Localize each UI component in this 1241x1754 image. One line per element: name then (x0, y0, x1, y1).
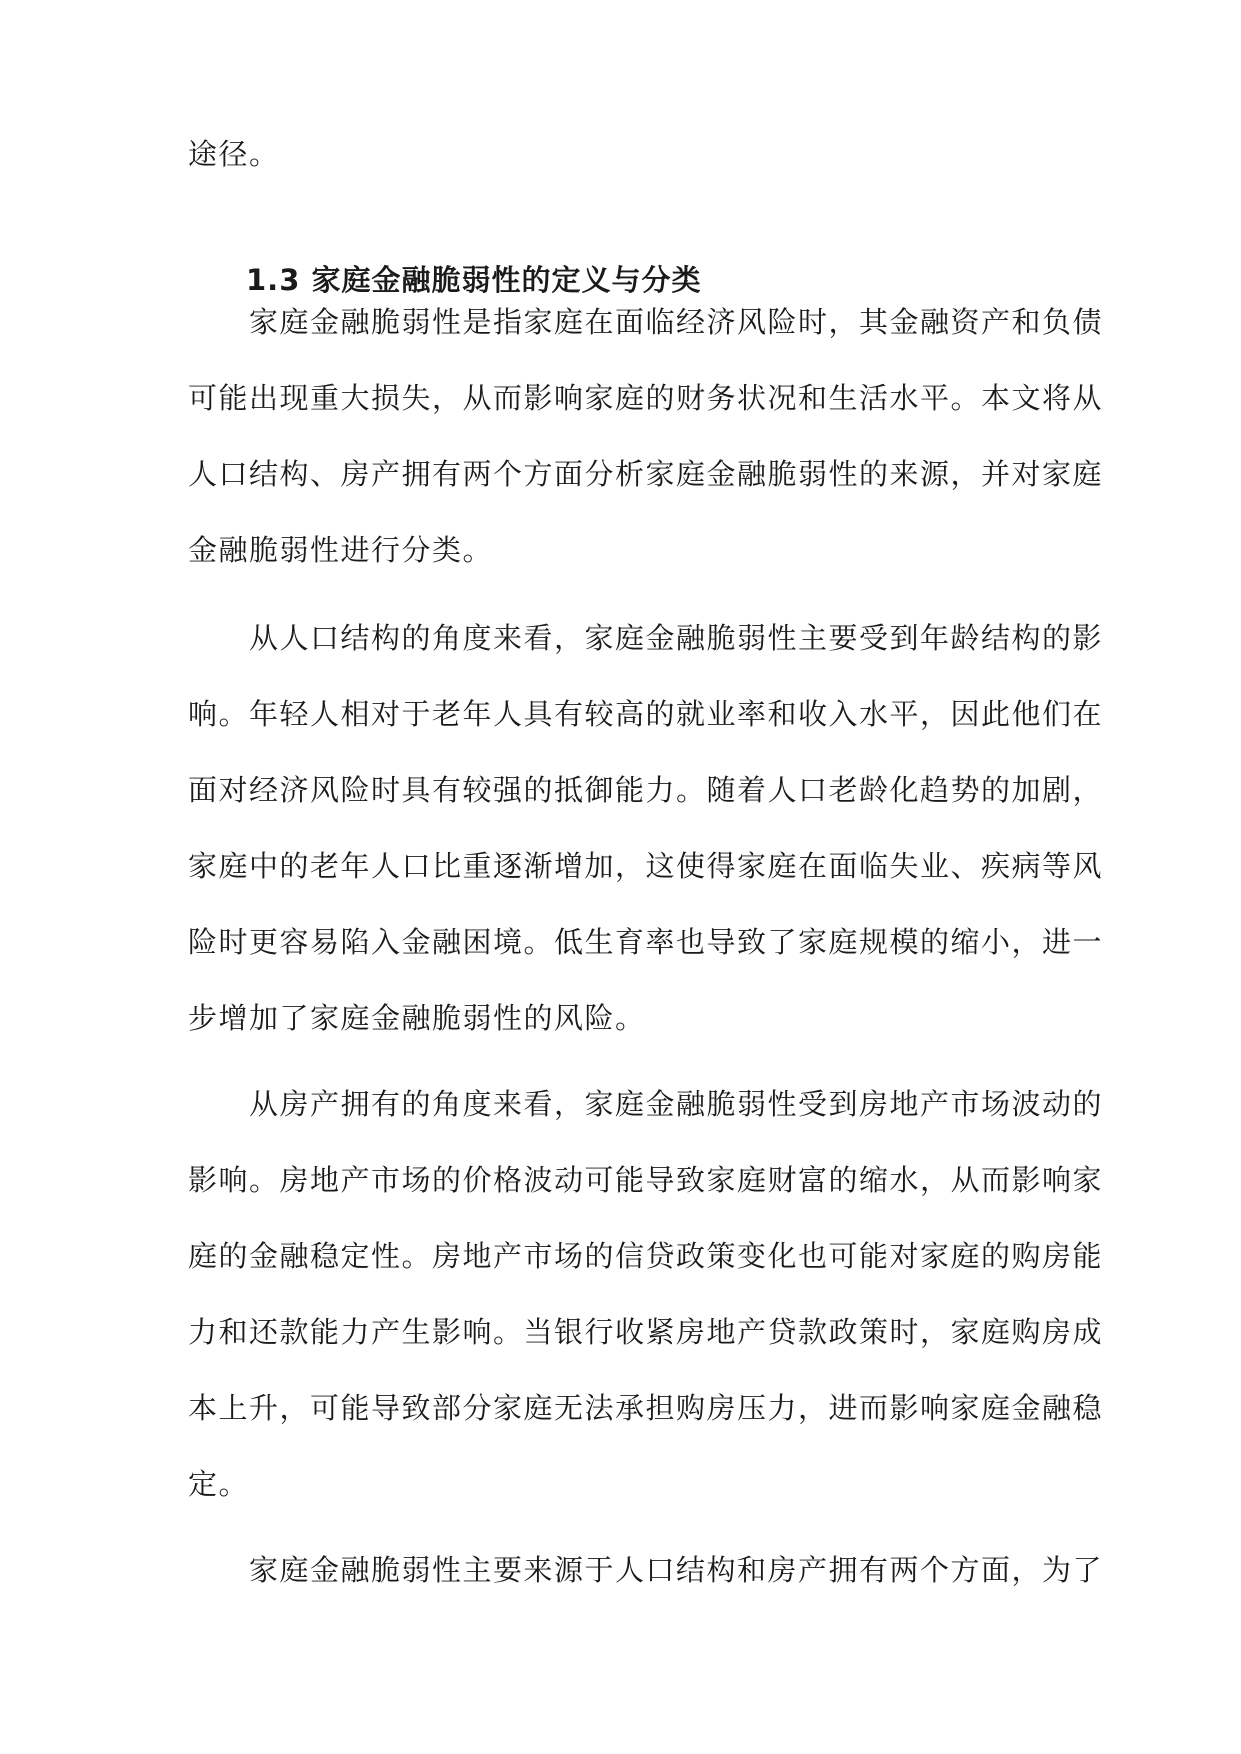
text-line: 家庭金融脆弱性主要来源于人口结构和房产拥有两个方面，为了 (188, 1553, 1104, 1587)
text-line: 响。年轻人相对于老年人具有较高的就业率和收入水平，因此他们在 (188, 697, 1104, 731)
fragment-top (188, 116, 1058, 192)
text-line: 影响。房地产市场的价格波动可能导致家庭财富的缩水，从而影响家 (188, 1163, 1104, 1197)
text-line: 面对经济风险时具有较强的抵御能力。随着人口老龄化趋势的加剧， (188, 773, 1104, 807)
text-line: 人口结构、房产拥有两个方面分析家庭金融脆弱性的来源，并对家庭 (188, 457, 1104, 491)
paragraph-definition (188, 284, 1104, 588)
text-line: 本上升，可能导致部分家庭无法承担购房压力，进而影响家庭金融稳 (188, 1391, 1104, 1425)
text-line: 可能出现重大损失，从而影响家庭的财务状况和生活水平。本文将从 (188, 381, 1104, 415)
paragraph-summary (188, 1532, 1104, 1608)
text-line: 力和还款能力产生影响。当银行收紧房地产贷款政策时，家庭购房成 (188, 1315, 1104, 1349)
text-line: 步增加了家庭金融脆弱性的风险。 (188, 1001, 646, 1035)
paragraph-property-ownership (188, 1066, 1104, 1522)
text-line: 金融脆弱性进行分类。 (188, 533, 494, 567)
section-title: 家庭金融脆弱性的定义与分类 (311, 263, 702, 297)
text-line: 从人口结构的角度来看，家庭金融脆弱性主要受到年龄结构的影 (188, 621, 1104, 655)
text-line: 从房产拥有的角度来看，家庭金融脆弱性受到房地产市场波动的 (188, 1087, 1104, 1121)
text-line: 定。 (188, 1467, 250, 1501)
text-line: 家庭金融脆弱性是指家庭在面临经济风险时，其金融资产和负债 (188, 305, 1104, 339)
text-line: 庭的金融稳定性。房地产市场的信贷政策变化也可能对家庭的购房能 (188, 1239, 1104, 1273)
paragraph-population-structure (188, 600, 1104, 1056)
text-line: 险时更容易陷入金融困境。低生育率也导致了家庭规模的缩小，进一 (188, 925, 1104, 959)
text-line: 途径。 (188, 137, 280, 171)
section-number: 1.3 (246, 263, 301, 297)
text-line: 家庭中的老年人口比重逐渐增加，这使得家庭在面临失业、疾病等风 (188, 849, 1104, 883)
